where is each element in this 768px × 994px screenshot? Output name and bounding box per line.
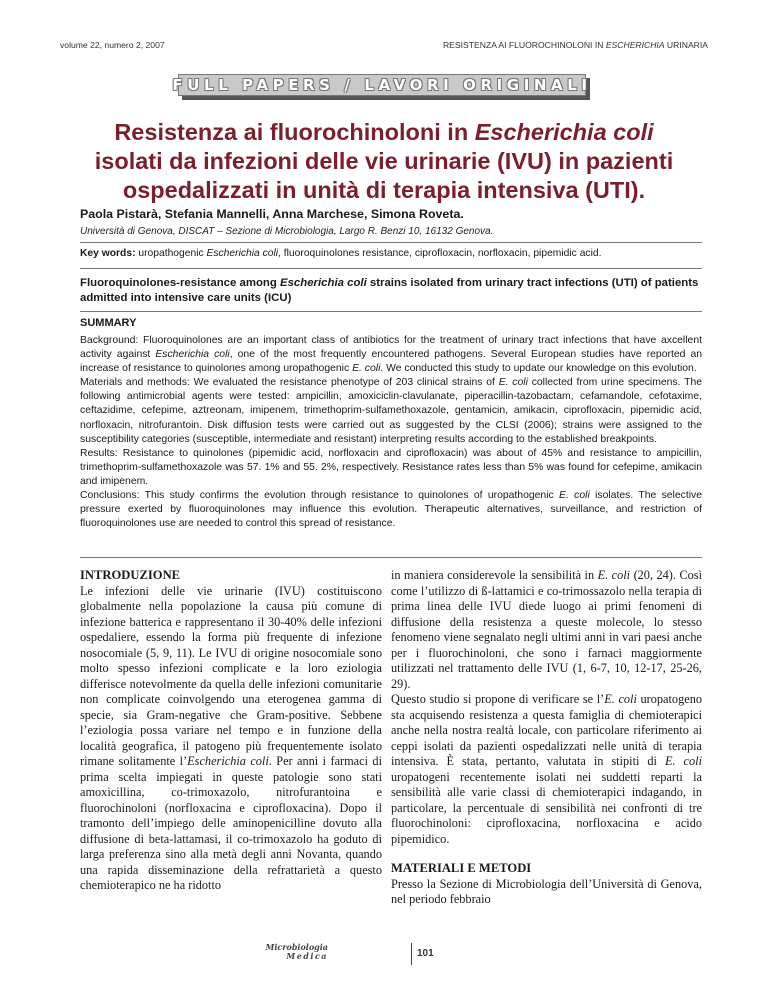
divider-keywords xyxy=(80,268,702,269)
section-gap xyxy=(391,847,702,861)
summary-background: Background: Fluoroquinolones are an important class of antibiotics for the treatment of urinary tract infections that have axcellent activity against Escherichia coli, one of the most frequently encountered pathogens. Several European studies have reported an increase of resistance to quinolones among uropathogenic E. coli. We conducted this study to update our knowledge on this evolution. xyxy=(80,335,702,375)
section-label: FULL PAPERS / LAVORI ORIGINALI xyxy=(172,76,592,94)
summary-results: Results: Resistance to quinolones (pipemidic acid, norfloxacin and ciprofloxacin) was about of 45% and resistance to ampicillin, trimethoprim-sulfamethoxazole was 57. 1% and 55. 2%, respectively. Resistance rates less than 5% was found for cefepime, amikacin and imipenem. xyxy=(80,447,702,487)
methods-heading: MATERIALI E METODI xyxy=(391,861,532,875)
footer-divider xyxy=(411,943,412,965)
article-title xyxy=(60,118,708,205)
intro-p1-tail-a: in maniera considerevole la sensibilità in xyxy=(391,568,598,582)
summary-abstract xyxy=(80,334,702,531)
keywords: Key words: uropathogenic Escherichia coli, fluoroquinolones resistance, ciprofloxacin, norfloxacin, pipemidic acid. xyxy=(80,248,602,259)
intro-p1-tail-italic: E. coli xyxy=(597,568,631,582)
intro-paragraph-2: Questo studio si propone di verificare se l’E. coli uropatogeno sta acquisendo resistenza a questa famiglia di chemioterapici anche nella nostra realtà locale, con particolare riferimento ai ceppi isolati da pazienti ospedalizzati nelle unità di terapia intensiva. È stata, pertanto, valutata in stipiti di E. coli uropatogeni recentemente isolati nei suddetti reparti la sensibilità alle varie classi di chemioterapici indagando, in particolare, la percentuale di sensibilità nei confronti di tre fluorochinoloni: ciprofloxacina, norfloxacina e acido pipemidico. xyxy=(391,692,702,846)
page-number: 101 xyxy=(417,948,434,959)
title-line-1: Resistenza ai fluorochinoloni in Escherichia coli xyxy=(114,119,654,145)
methods-paragraph-1: Presso la Sezione di Microbiologia dell’Università di Genova, nel periodo febbraio xyxy=(391,876,702,906)
summary-methods: Materials and methods: We evaluated the resistance phenotype of 203 clinical strains of E. coli collected from urine specimens. The following antimicrobial agents were tested: ampicillin, amoxiciclin-clavulanate, piperacillin-tazobactam, cefamandole, cefotaxime, ceftazidime, cefepime, aztreonam, imipenem, trimethoprim-sulfamethoxazole, gentamicin, amikacin, ciprofloxacin, pipemidic acid, norfloxacin, nitrofurantoin. Disk diffusion tests were carried out as suggested by the CLSI (2006); strains were assigned to the susceptibility categories (susceptible, intermediate and resistant) interpreting results according to the established breakpoints. xyxy=(80,377,702,445)
section-banner xyxy=(172,74,592,100)
intro-paragraph-1: Le infezioni delle vie urinarie (IVU) costituiscono globalmente nella popolazione la causa più comune di infezione batterica e rappresentano il 30-40% delle infezioni ospedaliere, essendo la forma più frequente di infezione nosocomiale (5, 9, 11). Le IVU di origine nosocomiale sono molto spesso infezioni complicate e la loro eziologia differisce notevolmente da quella delle infezioni comunitarie non complicate coinvolgendo una eterogenea gamma di specie, sia Gram-negative che Gram-positive. Sebbene l’eziologia possa variare nel tempo e in funzione della località geografica, il patogeno più frequentemente isolato rimane solitamente l’Escherichia coli. Per anni i farmaci di prima scelta impiegati in queste patologie sono stati amoxicillina, co-trimoxazolo, nitrofurantoina e fluorochinoloni (norfloxacina e ciprofloxacina). Dopo il tramonto dell’impiego delle aminopenicilline dovuto alla diffusione di beta-lattamasi, il co-trimoxazolo ha goduto di larga preferenza sino alla metà degli anni Novanta, quando una rapida disseminazione della refrattarietà a questo chemioterapico ne ha ridotto xyxy=(80,583,382,892)
running-title: RESISTENZA AI FLUOROCHINOLONI IN ESCHERICHIA URINARIA xyxy=(442,40,708,50)
intro-heading: INTRODUZIONE xyxy=(80,568,181,582)
intro-p1-tail-c: (20, 24). Così come l’utilizzo di ß-lattamici e co-trimossazolo nella terapia di prima linea delle IVU diede luogo ai primi fenomeni di diffusione della resistenza a queste molecole, lo stesso fenomeno viene segnalato negli ultimi anni in vari paesi anche per i fluorochinoloni, che sono i farnaci maggiormente utilizzati nel trattamento delle IVU (1, 6-7, 10, 12-17, 25-26, 29). xyxy=(391,568,702,691)
summary-heading: SUMMARY xyxy=(80,317,137,329)
title-line-3: ospedalizzati in unità di terapia intensiva (UTI). xyxy=(122,177,646,203)
divider-summary xyxy=(80,311,702,312)
author-list: Paola Pistarà, Stefania Mannelli, Anna Marchese, Simona Roveta. xyxy=(80,207,464,221)
divider-body xyxy=(80,557,702,558)
summary-conclusions: Conclusions: This study confirms the evolution through resistance to quinolones of uropathogenic E. coli isolates. The selective pressure exerted by fluoroquinolones may influence this evolution. Therapeutic alternatives, surveillance, and restriction of fluoroquinolones use are needed to control this spread of resistance. xyxy=(80,490,703,530)
divider-top xyxy=(80,242,702,243)
journal-volume: volume 22, numero 2, 2007 xyxy=(60,40,165,50)
body-column-right xyxy=(391,568,702,908)
intro-paragraph-1-cont xyxy=(391,568,702,692)
running-head xyxy=(60,40,708,54)
affiliation: Università di Genova, DISCAT – Sezione di Microbiologia, Largo R. Benzi 10, 16132 Genova. xyxy=(80,226,494,237)
title-line-2: isolati da infezioni delle vie urinarie (IVU) in pazienti xyxy=(94,148,674,174)
banner-box xyxy=(172,74,592,96)
english-title: Fluoroquinolones-resistance among Escherichia coli strains isolated from urinary tract infections (UTI) of patients admitted into intensive care units (ICU) xyxy=(80,277,699,304)
body-column-left xyxy=(80,568,382,894)
journal-logo: Microbiologia Medica xyxy=(265,942,328,961)
